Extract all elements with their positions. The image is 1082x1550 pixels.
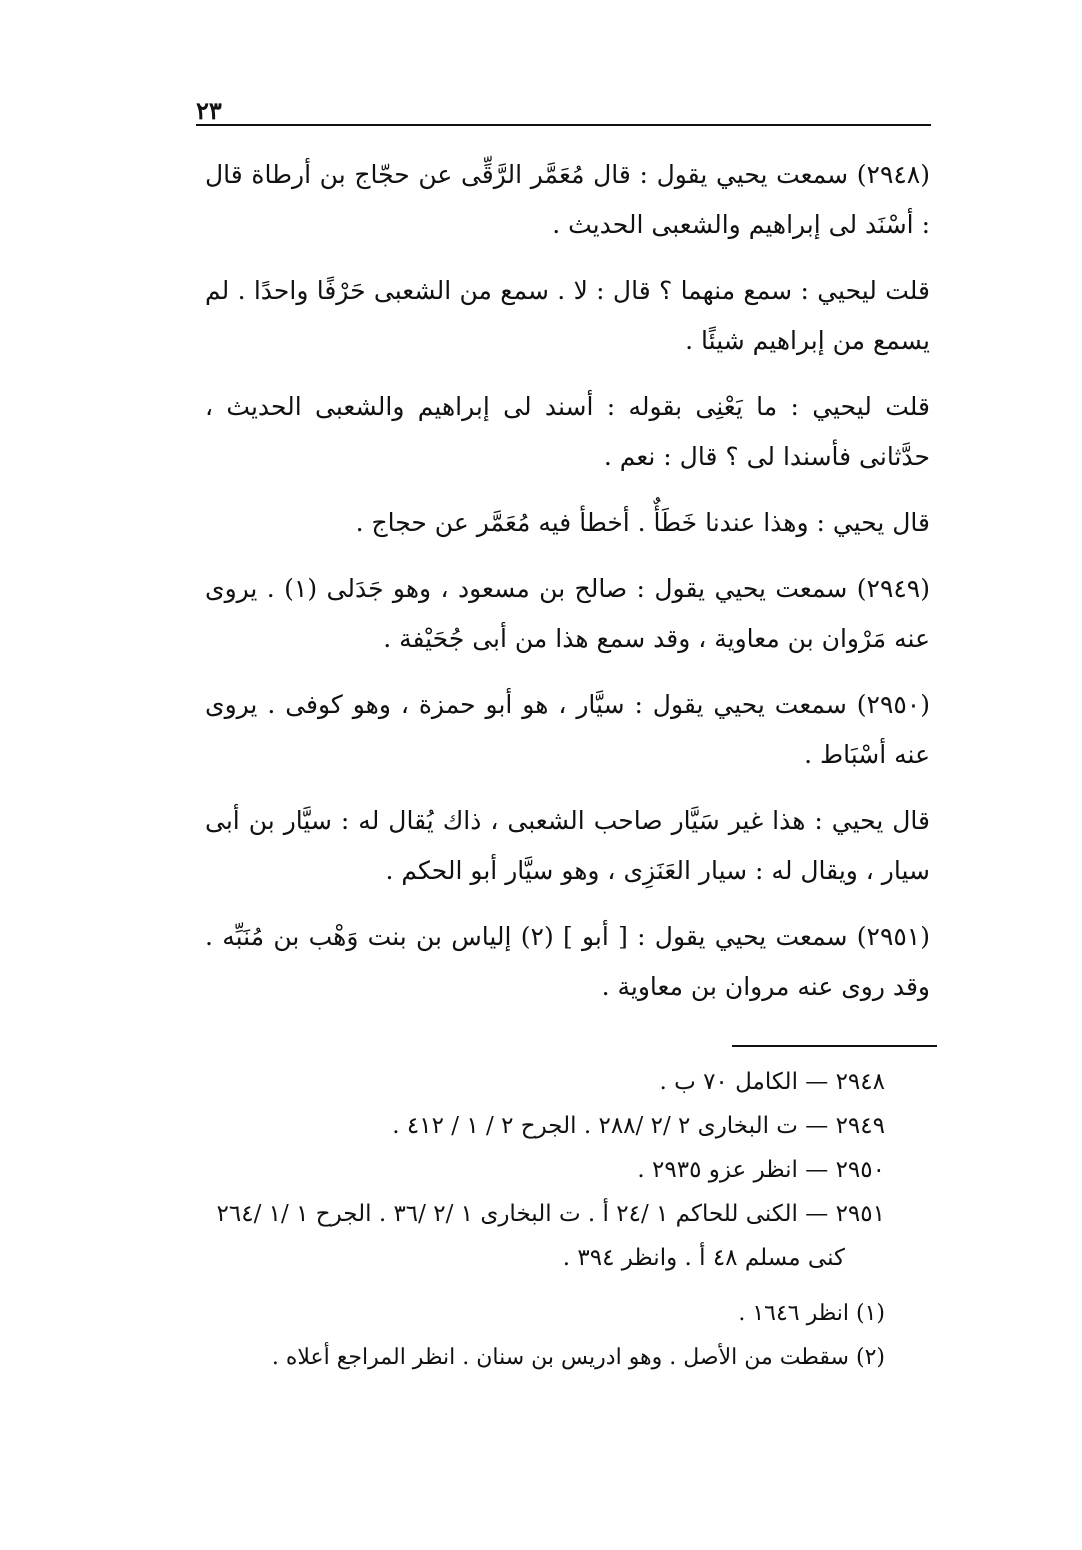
footnotes bbox=[230, 1292, 885, 1380]
paragraph-2950-comment: قال يحيي : هذا غير سَيَّار صاحب الشعبى ، ذاك يُقال له : سيَّار بن أبى سيار ، ويقال له : سيار العَنَزِى ، وهو سيَّار أبو الحكم . bbox=[205, 806, 930, 885]
reference-2951: ٢٩٥١ — الكنى للحاكم ١ /٢٤ أ . ت البخارى ١ /٢ /٣٦ . الجرح ١ /١ /٢٦٤ bbox=[216, 1201, 885, 1227]
reference-2949: ٢٩٤٩ — ت البخارى ٢ /٢ /٢٨٨ . الجرح ٢ / ١ / ٤١٢ . bbox=[392, 1113, 885, 1139]
footnote-2: (٢) سقطت من الأصل . وهو ادريس بن سنان . انظر المراجع أعلاه . bbox=[271, 1345, 885, 1370]
paragraph-2949: (٢٩٤٩) سمعت يحيي يقول : صالح بن مسعود ، وهو جَدَلى (١) . يروى عنه مَرْوان بن معاوية ، وقد سمع هذا من أبى جُحَيْفة . bbox=[205, 574, 930, 653]
page-number: ٢٣ bbox=[196, 96, 222, 125]
paragraph-2948-comment: قال يحيي : وهذا عندنا خَطَأٌ . أخطأ فيه مُعَمَّر عن حجاج . bbox=[355, 508, 930, 537]
paragraph-2948: (٢٩٤٨) سمعت يحيي يقول : قال مُعَمَّر الرَّقِّى عن حجّاج بن أرطاة قال : أسْنَد لى إبراهيم والشعبى الحديث . bbox=[205, 160, 930, 239]
body-text bbox=[205, 150, 930, 1028]
reference-2951-continued: كنى مسلم ٤٨ أ . وانظر ٣٩٤ . bbox=[562, 1245, 845, 1271]
reference-2950: ٢٩٥٠ — انظر عزو ٢٩٣٥ . bbox=[637, 1157, 885, 1183]
reference-2948: ٢٩٤٨ — الكامل ٧٠ ب . bbox=[659, 1069, 885, 1095]
paragraph-2948-question: قلت ليحيي : سمع منهما ؟ قال : لا . سمع من الشعبى حَرْفًا واحدًا . لم يسمع من إبراهيم شيئًا . bbox=[205, 276, 930, 355]
paragraph-2948-meaning: قلت ليحيي : ما يَعْنِى بقوله : أسند لى إبراهيم والشعبى الحديث ، حدَّثانى فأسندا لى ؟ قال : نعم . bbox=[205, 392, 930, 471]
paragraph-2951: (٢٩٥١) سمعت يحيي يقول : [ أبو ] (٢) إلياس بن بنت وَهْب بن مُنَبِّه . وقد روى عنه مروان بن معاوية . bbox=[205, 922, 930, 1001]
footnote-rule bbox=[732, 1045, 937, 1047]
header-rule bbox=[196, 124, 931, 126]
footnote-1: (١) انظر ١٦٤٦ . bbox=[738, 1301, 885, 1326]
references bbox=[185, 1060, 885, 1280]
paragraph-2950: (٢٩٥٠) سمعت يحيي يقول : سيَّار ، هو أبو حمزة ، وهو كوفى . يروى عنه أسْبَاط . bbox=[205, 690, 930, 769]
